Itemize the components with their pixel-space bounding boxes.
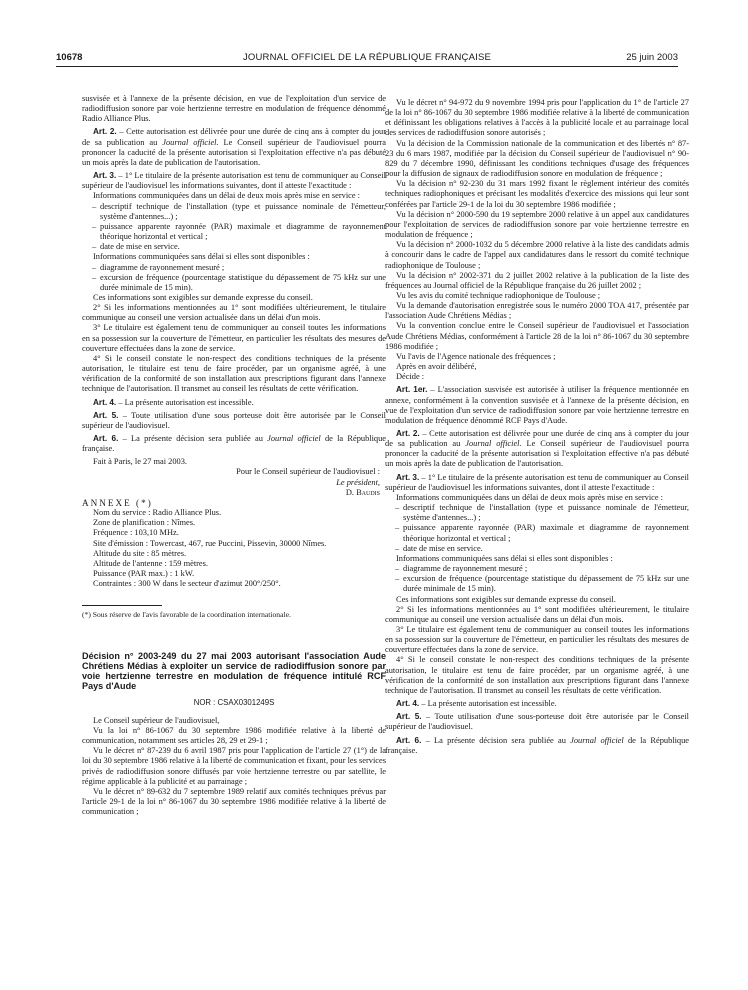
annexe-title: ANNEXE (*) [82,497,153,508]
header-rule [56,66,678,67]
article-1 [385,385,689,426]
article-label: Art. 4. [396,699,420,709]
journal-reference: Journal officiel. [162,137,219,147]
list-item: – date de mise en service. [397,544,689,554]
article-text: – La présente décision sera publiée au [421,735,571,745]
list-item: – date de mise en service. [94,242,386,252]
journal-reference: Journal officiel. [465,439,522,449]
nor-reference: NOR : CSAX0301249S [193,697,275,707]
bullet-list [385,564,689,594]
journal-reference: Journal officiel [267,434,321,443]
right-column [385,98,689,756]
article-text: – 1° Le titulaire de la présente autorisation est tenu de communiquer au Conseil supérieur de l'audiovisuel les informations suivantes, dont il atteste l'exactitude : [82,171,386,191]
article-text: – Toute utilisation d'une sous-porteuse doit être autorisée par le Conseil supérieur de l'audiovisuel. [385,712,689,732]
article-label: Art. 6. [93,434,119,443]
vu-clause: Vu la décision n° 2000-590 du 19 septembre 2000 relative à un appel aux candidatures pour l'exploitation de services de radiodiffusion sonore par voie hertzienne terrestre en modulation de fréquence ; [385,209,689,240]
annexe-line: Site d'émission : Towercast, 467, rue Puccini, Pissevin, 30000 Nîmes. [93,538,327,548]
article-5 [82,411,386,431]
bullet-list [82,202,386,253]
intro-paragraph: susvisée et à l'annexe de la présente décision, en vue de l'exploitation d'un service de radiodiffusion sonore par voie hertzienne terrestre en modulation de fréquence dénommé Radio Alliance Plus. [82,94,386,124]
vu-clause: Vu le décret n° 94-972 du 9 novembre 1994 pris pour l'application du 1° de l'article 27 de la loi n° 86-1067 du 30 septembre 1986 modifiée relative à la liberté de communication et définissant les obligations relatives à l'accès à la publicité locale et au parrainage local des services de radiodiffusion sonore autorisés ; [385,98,689,138]
article-label: Art. 2. [93,127,117,137]
vu-clause: Vu la convention conclue entre le Conseil supérieur de l'audiovisuel et l'association Aude Chrétiens Médias, conformément à l'article 28 de la loi n° 86-1067 du 30 septembre 1986 modifiée ; [385,321,689,351]
info-requirement: Ces informations sont exigibles sur demande expresse du conseil. [93,292,313,302]
list-item: – descriptif technique de l'installation (type et puissance nominale de l'émetteur, système d'antennes...) ; [397,503,689,523]
article-label: Art. 5. [396,712,422,722]
vu-clause: Après en avoir délibéré, [396,362,477,372]
bullet-list [82,263,386,293]
list-item: – diagramme de rayonnement mesuré ; [397,564,689,574]
article-text: – La présente décision sera publiée au [118,434,268,443]
article-text: – Cette autorisation est délivrée pour une durée de cinq ans à compter du jour de sa publication au [82,127,386,147]
article-4 [82,398,386,408]
info-delay: Informations communiquées dans un délai de deux mois après mise en service : [396,492,663,502]
vu-clause: Vu le décret n° 89-632 du 7 septembre 1989 relatif aux comités techniques prévus par l'article 29-1 de la loi n° 86-1067 du 30 septembre 1986 modifiée relative à la liberté de communication ; [82,786,386,817]
list-item: – diagramme de rayonnement mesuré ; [94,263,386,273]
signature-title [82,478,386,488]
vu-clause: Vu l'avis de l'Agence nationale des fréquences ; [396,351,556,361]
footnote-rule [82,605,162,606]
article-text: – Toute utilisation d'une sous porteuse doit être autorisée par le Conseil supérieur de l'audiovisuel. [82,410,386,430]
article-text: – Cette autorisation est délivrée pour une durée de cinq ans à compter du jour de sa publication au [385,429,689,449]
article-3 [82,171,386,191]
paragraph-4: 4° Si le conseil constate le non-respect des conditions techniques de la présente autorisation, le titulaire est tenu de faire procéder, par un organisme agréé, à une vérification de la conformité de son installation aux prescriptions figurant dans l'annexe technique de l'autorisation. Il transmet au conseil les résultats de cette vérification. [82,353,386,394]
list-item: – excursion de fréquence (pourcentage statistique du dépassement de 75 kHz sur une durée minimale de 15 min). [397,574,689,594]
paragraph-3: 3° Le titulaire est également tenu de communiquer au conseil toutes les informations en sa possession sur la couverture de l'émetteur, en particulier les résultats des mesures de couverture effectuées dans la zone de service. [82,323,386,353]
annexe-line: Altitude du site : 85 mètres. [93,548,187,558]
article-label: Art. 1er. [396,385,428,395]
page-number: 10678 [56,52,83,63]
paragraph-2: 2° Si les informations mentionnées au 1° sont modifiées ultérieurement, le titulaire communique au conseil une version actualisée dans un délai d'un mois. [385,604,689,624]
vu-clause: Vu le décret n° 87-239 du 6 avril 1987 pris pour l'application de l'article 27 (1°) de la loi du 30 septembre 1986 relative à la liberté de communication et fixant, pour les services privés de radiodiffusion sonore diffusés par voie hertzienne terrestre ou par satellite, le régime applicable à la publicité et au parrainage ; [82,746,386,786]
vu-clause: Vu la décision n° 2002-371 du 2 juillet 2002 relative à la publication de la liste des fréquences au Journal officiel de la République française du 26 juillet 2002 ; [385,270,689,290]
article-text: – La présente autorisation est incessible. [116,397,254,407]
issue-date: 25 juin 2003 [626,52,678,63]
decide-heading: Décide : [396,372,425,382]
list-item: – puissance apparente rayonnée (PAR) maximale et diagramme de rayonnement théorique horizontal et vertical ; [94,222,386,242]
annexe-line: Nom du service : Radio Alliance Plus. [93,508,222,518]
list-item: – excursion de fréquence (pourcentage statistique du dépassement de 75 kHz sur une durée minimale de 15 min). [94,273,386,293]
signature-line: Pour le Conseil supérieur de l'audiovisuel : [236,467,380,477]
journal-title: JOURNAL OFFICIEL DE LA RÉPUBLIQUE FRANÇAISE [242,52,492,63]
article-text: Le Conseil supérieur de l'audiovisuel pourra prononcer la caducité de la présente autorisation si l'exploitation effective n'a pas débuté un mois après la date de publication de l'autorisation. [385,439,690,469]
vu-clause: Vu la décision de la Commission nationale de la communication et des libertés n° 87-23 du 6 mars 1987, modifiée par la décision du Conseil supérieur de l'audiovisuel n° 90-829 du 7 décembre 1990, définissant les conditions techniques d'usage des fréquences pour la diffusion de signaux de radiodiffusion sonore en modulation de fréquence ; [385,138,689,179]
vu-clause: Vu la décision n° 92-230 du 31 mars 1992 fixant le règlement intérieur des comités techniques radiophoniques et précisant les modalités d'exercice des missions qui leur sont conférées par l'article 29-1 de la loi du 30 septembre 1986 modifiée ; [385,179,689,209]
done-at: Fait à Paris, le 27 mai 2003. [93,457,187,467]
annexe-line: Puissance (PAR max.) : 1 kW. [93,569,195,579]
article-2 [82,127,386,168]
info-nodelay: Informations communiquées sans délai si elles sont disponibles : [93,252,310,262]
article-text: Le Conseil supérieur de l'audiovisuel pourra prononcer la caducité de la présente autorisation si l'exploitation effective n'a pas débuté un mois après la date de publication de l'autorisation. [82,137,387,167]
info-requirement: Ces informations sont exigibles sur demande expresse du conseil. [396,594,616,604]
article-label: Art. 6. [396,735,422,745]
annexe-line: Zone de planification : Nîmes. [93,518,196,528]
page-header [56,52,678,66]
decision-title: Décision n° 2003-249 du 27 mai 2003 autorisant l'association Aude Chrétiens Médias à exploiter un service de radiodiffusion sonore par voie hertzienne terrestre en modulation de fréquence intitulé RCF Pays d'Aude [82,650,386,692]
article-4 [385,699,689,709]
article-label: Art. 3. [93,171,117,181]
article-label: Art. 5. [93,410,119,420]
article-2 [385,429,689,470]
info-nodelay: Informations communiquées sans délai si elles sont disponibles : [396,553,613,563]
signature-role: Le président, [336,477,380,487]
article-label: Art. 2. [396,429,420,438]
article-5 [385,712,689,732]
annexe-line: Altitude de l'antenne : 159 mètres. [93,558,209,568]
vu-clause: Vu la loi n° 86-1067 du 30 septembre 1986 modifiée relative à la liberté de communication, notamment ses articles 28, 29 et 29-1 ; [82,726,386,746]
article-label: Art. 4. [93,397,117,407]
article-text: de la République française. [385,735,690,755]
paragraph-3: 3° Le titulaire est également tenu de communiquer au conseil toutes les informations en sa possession sur la couverture de l'émetteur, en particulier les résultats des mesures de couverture effectuées dans la zone de service. [385,624,689,655]
article-label: Art. 3. [396,472,420,482]
journal-reference: Journal officiel [570,735,624,745]
footnote: (*) Sous réserve de l'avis favorable de la coordination internationale. [82,610,291,620]
list-item: – descriptif technique de l'installation (type et puissance nominale de l'émetteur, système d'antennes...) ; [94,202,386,222]
article-text: de la République française. [82,434,387,454]
bullet-list [385,503,689,554]
annexe-line: Contraintes : 300 W dans le secteur d'azimut 200°/250°. [93,579,281,589]
left-column [82,94,386,817]
article-text: – La présente autorisation est incessible. [419,699,557,709]
annexe-line: Fréquence : 103,10 MHz. [93,528,179,538]
signature-name: D. Baudis [345,487,380,497]
conseil-line: Le Conseil supérieur de l'audiovisuel, [93,715,220,725]
paragraph-2: 2° Si les informations mentionnées au 1° sont modifiées ultérieurement, le titulaire communique au conseil une version actualisée dans un délai d'un mois. [82,303,386,323]
vu-clause: Vu les avis du comité technique radiophonique de Toulouse ; [396,290,601,300]
article-6 [385,736,689,756]
vu-clause: Vu la demande d'autorisation enregistrée sous le numéro 2000 TOA 417, présentée par l'association Aude Chrétiens Médias ; [385,301,689,321]
paragraph-4: 4° Si le conseil constate le non-respect des conditions techniques de la présente autorisation, le titulaire est tenu de faire procéder, par un organisme agréé, à une vérification de la conformité de son installation aux prescriptions figurant dans l'annexe technique de l'autorisation. Il transmet au conseil les résultats de cette vérification. [385,655,689,695]
article-text: – 1° Le titulaire de la présente autorisation est tenu de communiquer au Conseil supérieur de l'audiovisuel les informations suivantes, dont il atteste l'exactitude : [385,472,689,492]
vu-clause: Vu la décision n° 2000-1032 du 5 décembre 2000 relative à la liste des candidats admis à concourir dans le cadre de l'appel aux candidatures dans le ressort du comité technique radiophonique de Toulouse ; [385,240,689,270]
article-text: – L'association susvisée est autorisée à utiliser la fréquence mentionnée en annexe, conformément à la convention susvisée et à l'annexe de la présente décision, en vue de l'exploitation d'un service de radiodiffusion sonore par voie hertzienne terrestre en modulation de fréquence dénommé RCF Pays d'Aude. [385,385,689,425]
info-delay: Informations communiquées dans un délai de deux mois après mise en service : [93,191,360,201]
article-6 [82,434,386,454]
list-item: – puissance apparente rayonnée (PAR) maximale et diagramme de rayonnement théorique horizontal et vertical ; [397,523,689,543]
article-3 [385,473,689,493]
